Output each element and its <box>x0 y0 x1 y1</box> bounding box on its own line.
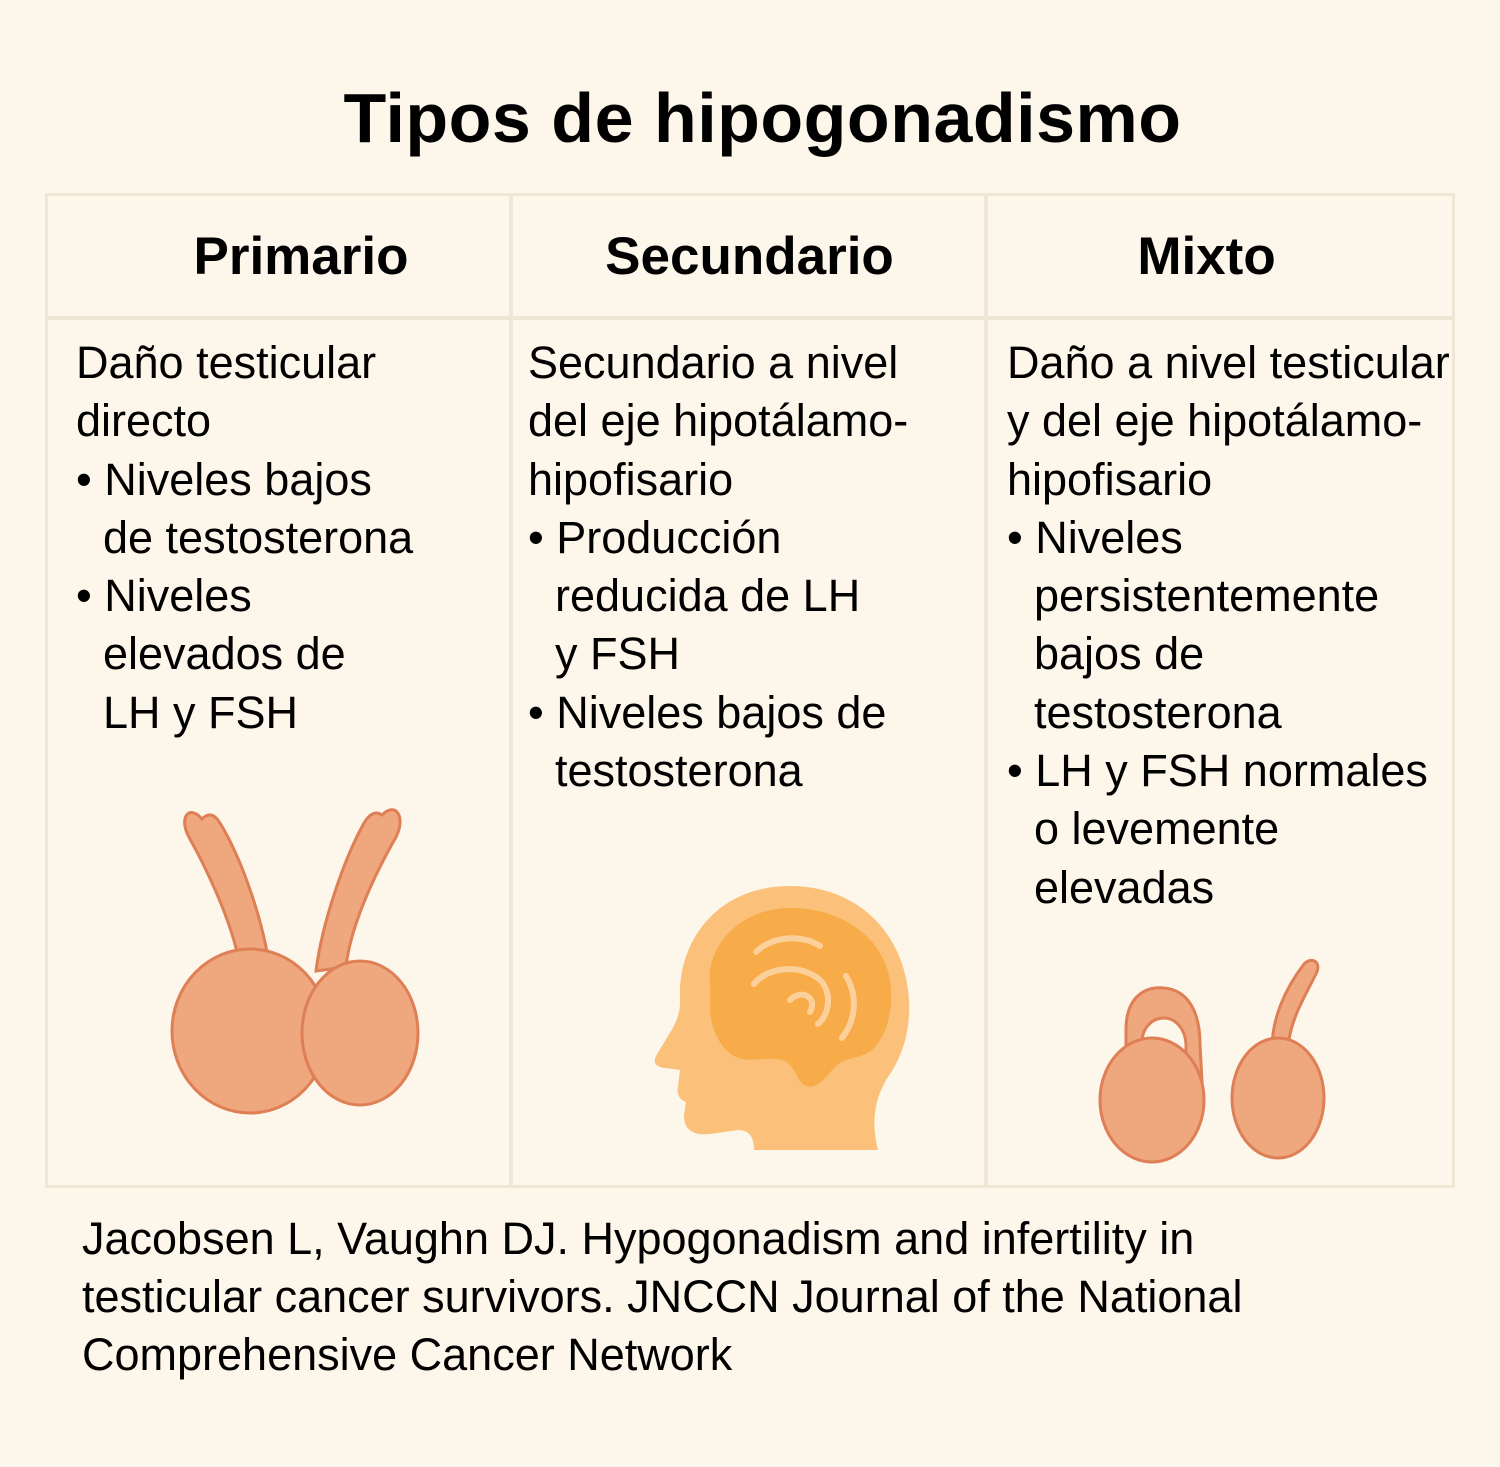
right-testis-shape <box>302 961 418 1105</box>
column-divider-2 <box>984 193 988 1188</box>
header-primario: Primario <box>193 227 409 286</box>
primario-description <box>76 334 413 742</box>
primario-line: de testosterona <box>103 511 414 563</box>
secundario-line: reducida de LH <box>555 570 861 622</box>
left-testis-shape <box>1100 1038 1204 1162</box>
page-title: Tipos de hipogonadismo <box>343 79 1182 157</box>
mixto-line: persistentemente <box>1034 570 1380 622</box>
head-brain-icon <box>650 880 920 1155</box>
mixto-line: hipofisario <box>1007 453 1213 505</box>
citation-line: Jacobsen L, Vaughn DJ. Hypogonadism and infertility in <box>82 1213 1195 1264</box>
primario-line: elevados de <box>103 628 346 680</box>
column-divider-1 <box>509 193 513 1188</box>
mixto-line: bajos de <box>1034 628 1205 680</box>
citation-line: testicular cancer survivors. JNCCN Journal of the National <box>82 1271 1243 1322</box>
secundario-line: del eje hipotálamo- <box>528 395 909 447</box>
small-testes-icon <box>1090 950 1340 1165</box>
mixto-bullet: • LH y FSH normales <box>1007 745 1428 797</box>
secundario-line: hipofisario <box>528 453 734 505</box>
right-epididymis-shape <box>316 810 400 971</box>
primario-line: LH y FSH <box>103 686 299 738</box>
mixto-description <box>1007 334 1450 917</box>
secundario-line: y FSH <box>555 628 681 680</box>
left-epididymis-shape <box>185 812 270 971</box>
primario-bullet: • Niveles bajos <box>76 453 372 505</box>
secundario-bullet: • Producción <box>528 511 782 563</box>
mixto-line: o levemente <box>1034 803 1280 855</box>
right-epididymis-shape <box>1272 960 1318 1048</box>
mixto-line: elevadas <box>1034 861 1215 913</box>
primario-bullet: • Niveles <box>76 570 252 622</box>
citation <box>82 1210 1242 1384</box>
header-divider <box>45 316 1455 320</box>
secundario-line: Secundario a nivel <box>528 337 899 388</box>
primario-line: directo <box>76 395 212 447</box>
mixto-line: Daño a nivel testicular <box>1007 337 1450 388</box>
mixto-bullet: • Niveles <box>1007 511 1183 563</box>
secundario-description <box>528 334 908 800</box>
mixto-line: y del eje hipotálamo- <box>1007 395 1423 447</box>
secundario-line: testosterona <box>555 745 803 797</box>
header-secundario: Secundario <box>605 227 894 286</box>
right-testis-shape <box>1232 1038 1324 1158</box>
citation-line: Comprehensive Cancer Network <box>82 1329 733 1380</box>
secundario-bullet: • Niveles bajos de <box>528 686 887 738</box>
primario-line: Daño testicular <box>76 337 377 388</box>
header-mixto: Mixto <box>1137 227 1276 286</box>
testes-icon <box>150 795 440 1115</box>
mixto-line: testosterona <box>1034 686 1282 738</box>
